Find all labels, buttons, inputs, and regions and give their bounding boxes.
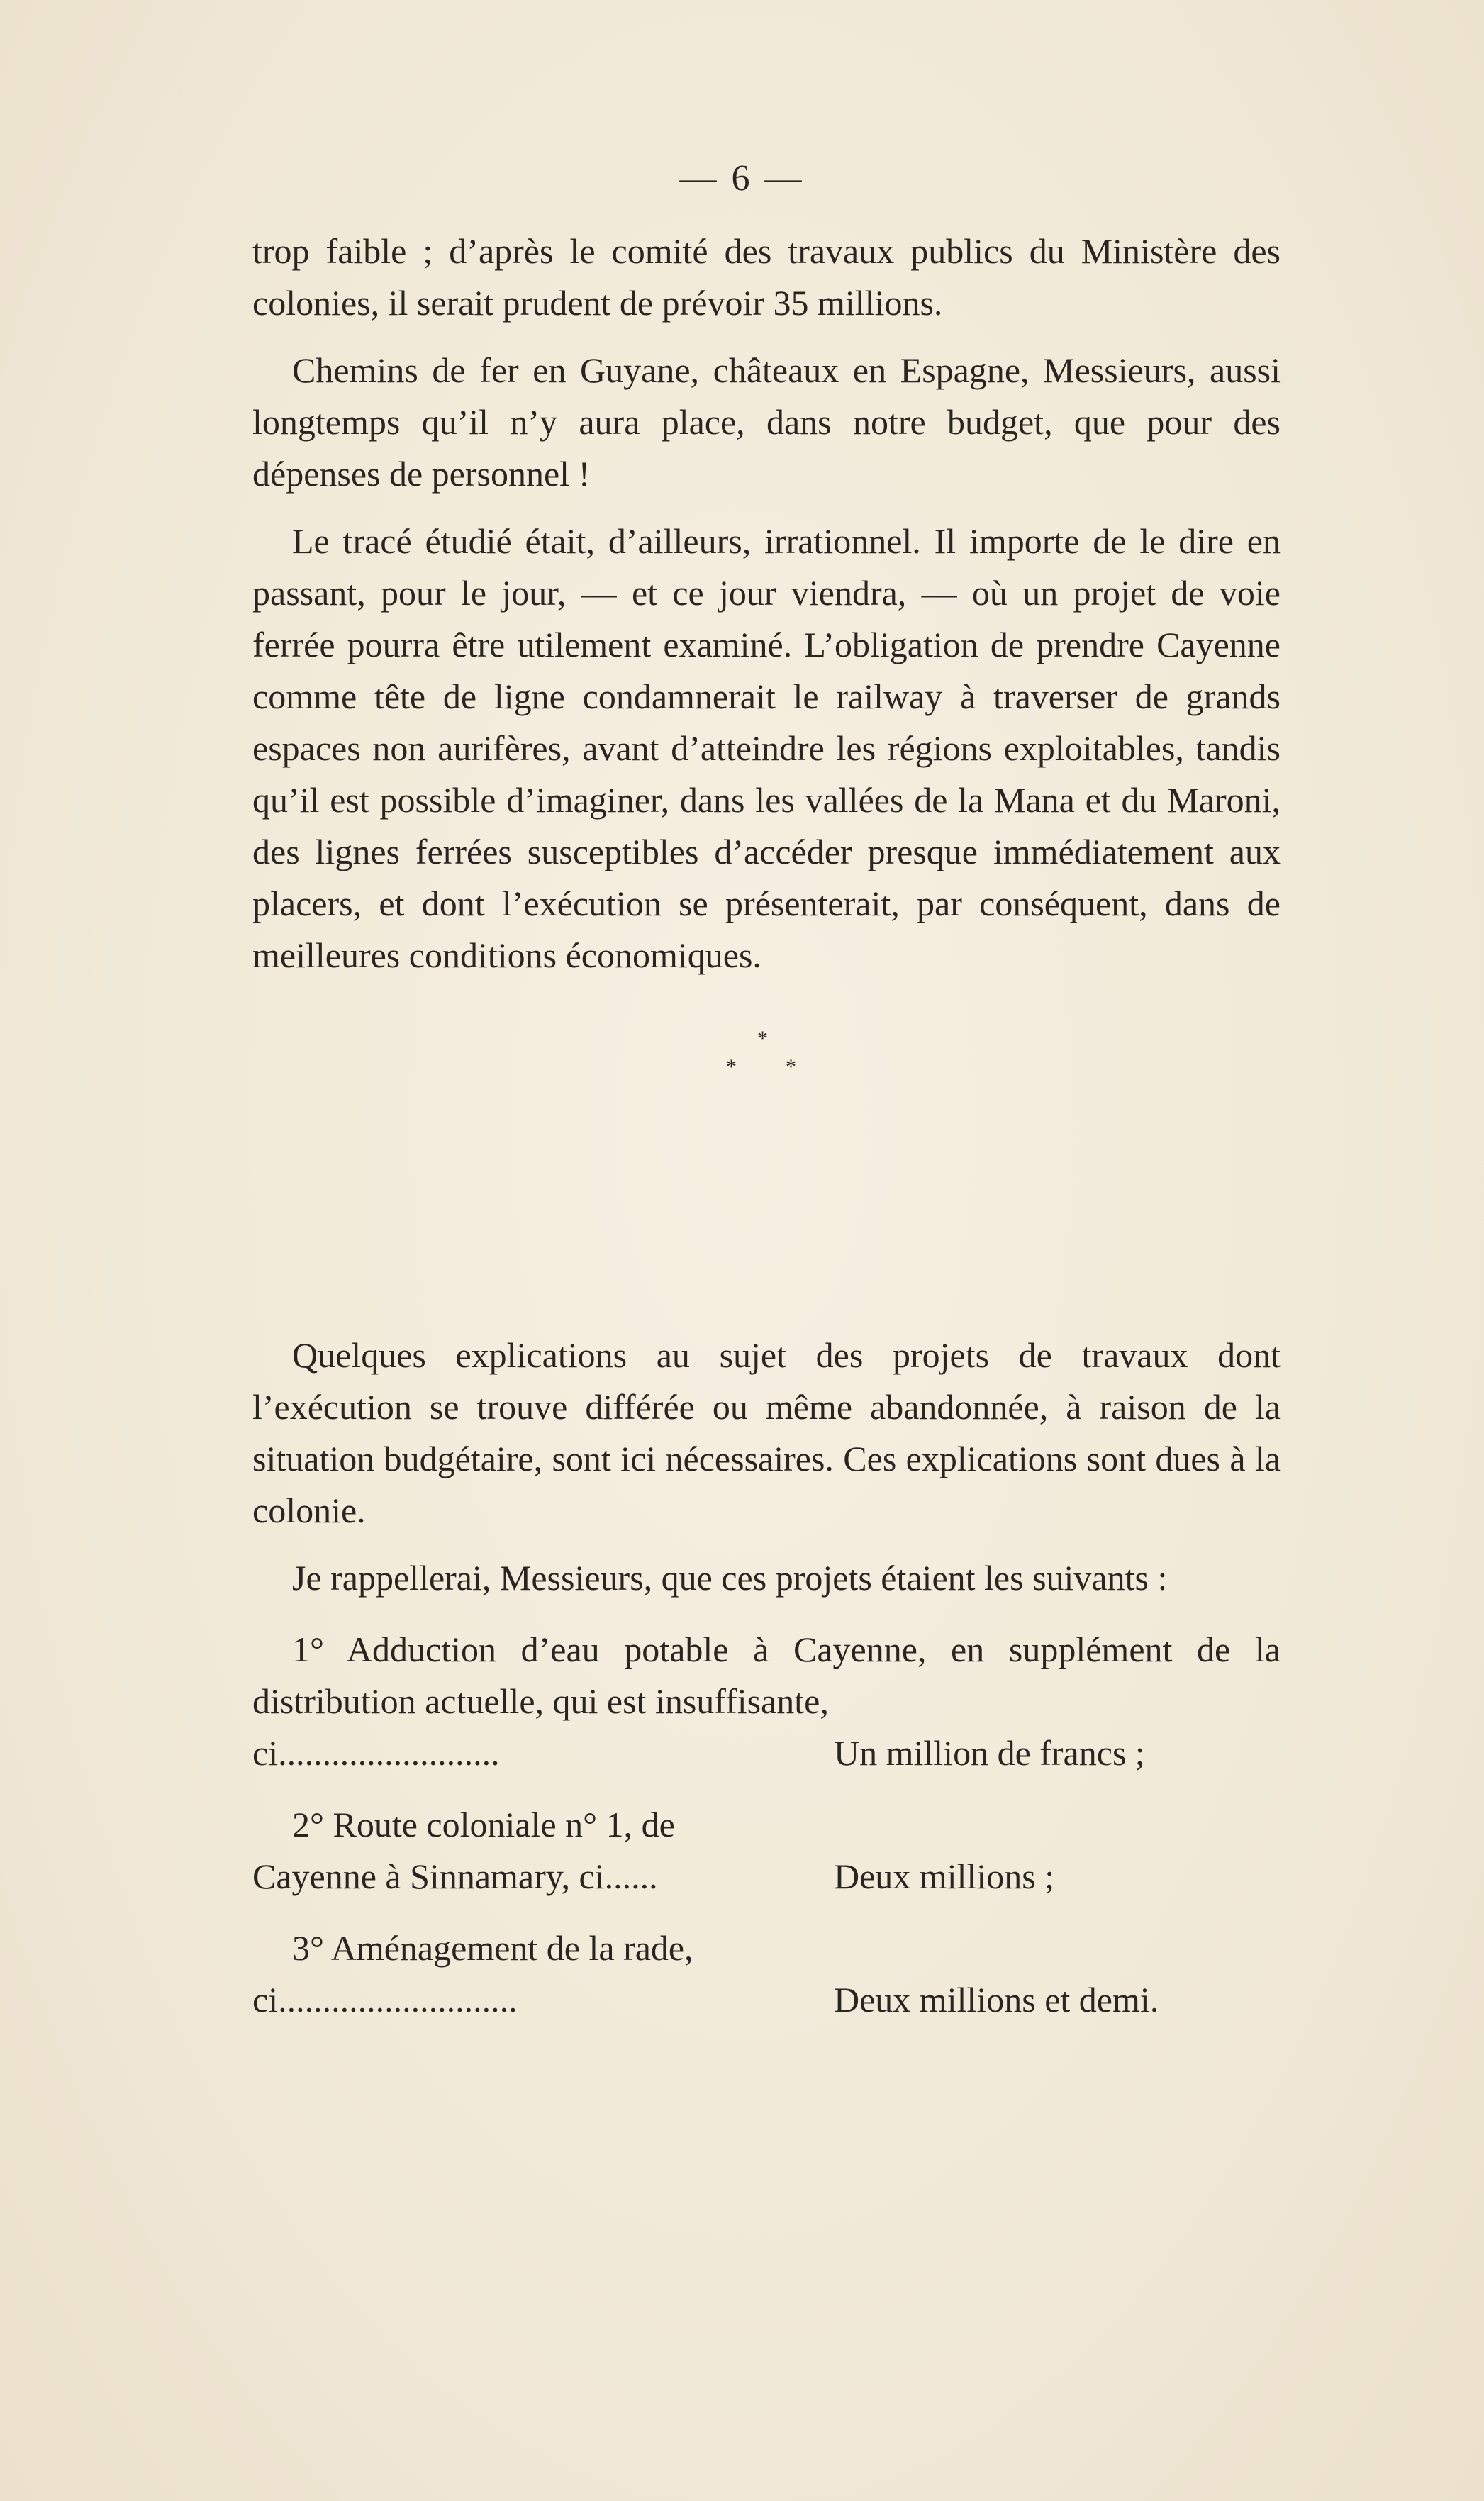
asterism-star: *	[786, 1055, 796, 1079]
paragraph-trace: Le tracé étudié était, d’ailleurs, irrationnel. Il importe de le dire en passant, pour le jour, — et ce jour viendra, — où un projet de voie ferrée pourra être utilement examiné. L’obligation de prendre Cayenne comme tête de ligne condamnerait le railway à traverser de grands espaces non aurifères, avant d’atteindre les régions exploitables, tandis qu’il est possible d’imaginer, dans les vallées de la Mana et du Maroni, des lignes ferrées susceptibles d’accéder presque immédiatement aux placers, et dont l’exécution se présenterait, par conséquent, dans de meilleures conditions économiques.	[252, 521, 1281, 975]
paragraph-projects-intro: Je rappellerai, Messieurs, que ces projets étaient les suivants :	[292, 1558, 1168, 1598]
asterism-star: *	[726, 1055, 737, 1079]
asterism-star: *	[757, 1027, 768, 1050]
project-item-amount: Deux millions et demi.	[834, 1980, 1159, 2020]
page-number: — 6 —	[679, 158, 805, 199]
asterism-separator	[252, 1013, 1281, 1098]
project-item-text: 2° Route coloniale n° 1, de	[292, 1805, 675, 1844]
project-item	[252, 1799, 1281, 1903]
project-item-amount: Un million de francs ;	[834, 1733, 1145, 1773]
project-item-text: 1° Adduction d’eau potable à Cayenne, en supplément de la distribution actuelle, qui est insuffisante,	[252, 1630, 1281, 1721]
project-item-cost-row	[252, 1974, 1281, 2026]
body-text	[252, 225, 1281, 1140]
project-item-text: 3° Aménagement de la rade,	[292, 1928, 693, 1968]
project-item-leader: ci.........................	[252, 1733, 500, 1773]
project-item	[252, 1922, 1281, 2026]
paragraph-explanations: Quelques explications au sujet des projets de travaux dont l’exécution se trouve différée ou même abandonnée, à raison de la situation budgétaire, sont ici nécessaires. Ces explications sont dues à la colonie.	[252, 1335, 1281, 1530]
project-item-cost-row	[252, 1727, 1281, 1779]
project-item-leader: Cayenne à Sinnamary, ci......	[252, 1856, 658, 1896]
paragraph-continuation: trop faible ; d’après le comité des travaux publics du Ministère des colonies, il serait prudent de prévoir 35 millions.	[252, 231, 1281, 323]
project-item	[252, 1624, 1281, 1779]
paragraph-railways: Chemins de fer en Guyane, châteaux en Espagne, Messieurs, aussi longtemps qu’il n’y aura place, dans notre budget, que pour des dépenses de personnel !	[252, 350, 1281, 494]
project-item-leader: ci...........................	[252, 1980, 518, 2020]
project-item-amount: Deux millions ;	[834, 1856, 1055, 1896]
projects-section	[252, 1330, 1281, 2026]
project-item-cost-row	[252, 1851, 1281, 1903]
